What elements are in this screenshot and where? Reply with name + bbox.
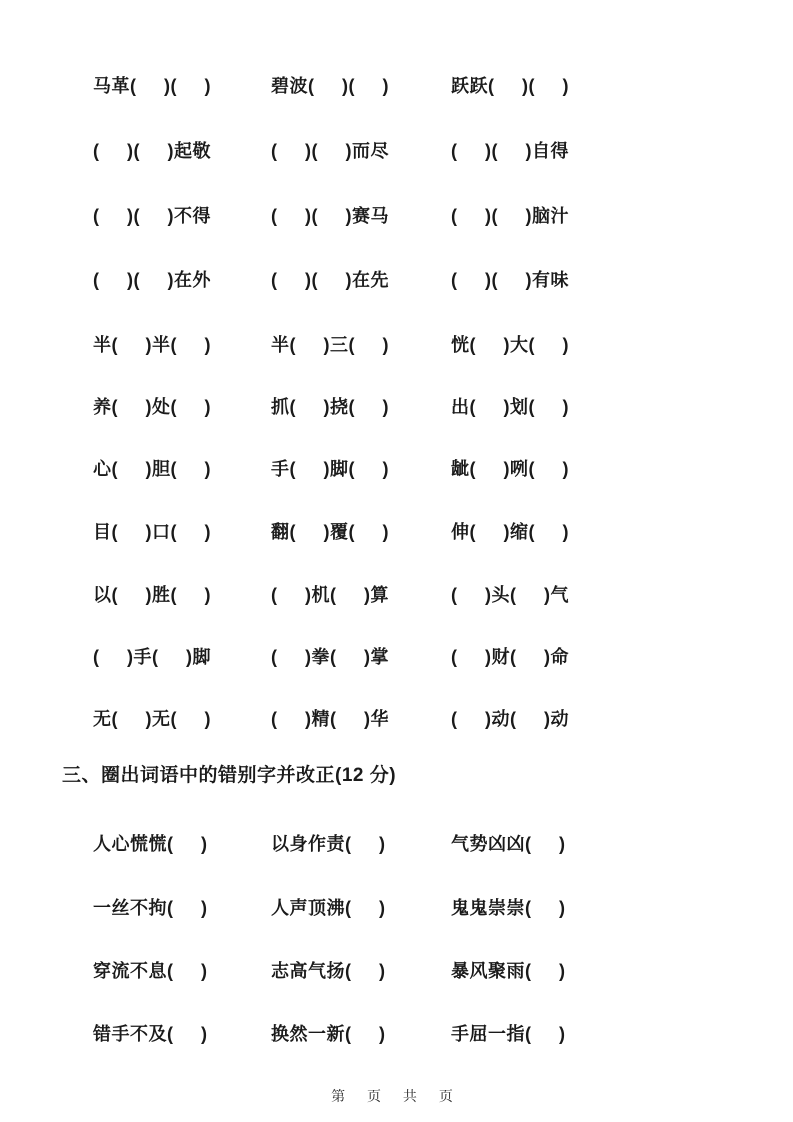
idiom-blank-item: 翻( )覆( ) <box>271 522 389 542</box>
idiom-blank-item: ( )财( )命 <box>451 647 569 667</box>
idiom-blank-item: ( )( )有味 <box>451 270 569 290</box>
idiom-blank-item: ( )( )而尽 <box>271 141 389 161</box>
idiom-blank-item: 跃跃( )( ) <box>451 76 569 96</box>
idiom-blank-item: 养( )处( ) <box>93 397 211 417</box>
page-footer: 第 页 共 页 <box>331 1088 462 1104</box>
idiom-row <box>93 336 569 354</box>
idiom-row <box>93 271 569 289</box>
idiom-blank-item: ( )头( )气 <box>451 585 569 605</box>
idiom-blank-item: ( )( )在外 <box>93 270 211 290</box>
idiom-blank-item: 恍( )大( ) <box>451 335 569 355</box>
idiom-blank-item: ( )( )脑汁 <box>451 206 569 226</box>
idiom-blank-item: 龇( )咧( ) <box>451 459 569 479</box>
idiom-row <box>93 586 569 604</box>
idiom-row <box>93 398 569 416</box>
idiom-row <box>93 523 569 541</box>
idiom-blank-item: 半( )三( ) <box>271 335 389 355</box>
idiom-blank-item: ( )机( )算 <box>271 585 389 605</box>
idiom-blank-item: ( )手( )脚 <box>93 647 211 667</box>
idiom-row <box>93 648 569 666</box>
error-word-item: 气势凶凶( ) <box>451 834 566 854</box>
idiom-blank-item: 碧波( )( ) <box>271 76 389 96</box>
idiom-blank-item: ( )拳( )掌 <box>271 647 389 667</box>
idiom-blank-item: ( )( )赛马 <box>271 206 389 226</box>
idiom-blank-item: 抓( )挠( ) <box>271 397 389 417</box>
idiom-row <box>93 710 569 728</box>
error-word-item: 人声顶沸( ) <box>271 898 386 918</box>
idiom-row <box>93 77 569 95</box>
idiom-row <box>93 142 569 160</box>
idiom-blank-item: ( )精( )华 <box>271 709 389 729</box>
error-word-item: 一丝不拘( ) <box>93 898 208 918</box>
idiom-blank-item: 出( )划( ) <box>451 397 569 417</box>
idiom-blank-item: ( )( )起敬 <box>93 141 211 161</box>
idiom-blank-item: 手( )脚( ) <box>271 459 389 479</box>
error-word-item: 暴风聚雨( ) <box>451 961 566 981</box>
error-word-row <box>93 1025 566 1043</box>
idiom-blank-item: 半( )半( ) <box>93 335 211 355</box>
error-word-item: 穿流不息( ) <box>93 961 208 981</box>
error-word-row <box>93 962 566 980</box>
error-word-item: 错手不及( ) <box>93 1024 208 1044</box>
idiom-blank-item: ( )( )在先 <box>271 270 389 290</box>
error-word-item: 志高气扬( ) <box>271 961 386 981</box>
error-word-row <box>93 835 566 853</box>
idiom-blank-item: 伸( )缩( ) <box>451 522 569 542</box>
error-word-item: 人心慌慌( ) <box>93 834 208 854</box>
error-word-item: 换然一新( ) <box>271 1024 386 1044</box>
idiom-blank-item: 无( )无( ) <box>93 709 211 729</box>
idiom-blank-item: ( )动( )动 <box>451 709 569 729</box>
idiom-blank-item: 心( )胆( ) <box>93 459 211 479</box>
error-word-row <box>93 899 566 917</box>
idiom-blank-item: 以( )胜( ) <box>93 585 211 605</box>
error-word-item: 手屈一指( ) <box>451 1024 566 1044</box>
idiom-blank-item: ( )( )不得 <box>93 206 211 226</box>
idiom-row <box>93 207 569 225</box>
idiom-blank-item: 目( )口( ) <box>93 522 211 542</box>
error-word-item: 以身作责( ) <box>271 834 386 854</box>
idiom-blank-item: ( )( )自得 <box>451 141 569 161</box>
error-word-item: 鬼鬼崇崇( ) <box>451 898 566 918</box>
section-heading: 三、圈出词语中的错别字并改正(12 分) <box>62 765 397 786</box>
idiom-blank-item: 马革( )( ) <box>93 76 211 96</box>
idiom-row <box>93 460 569 478</box>
